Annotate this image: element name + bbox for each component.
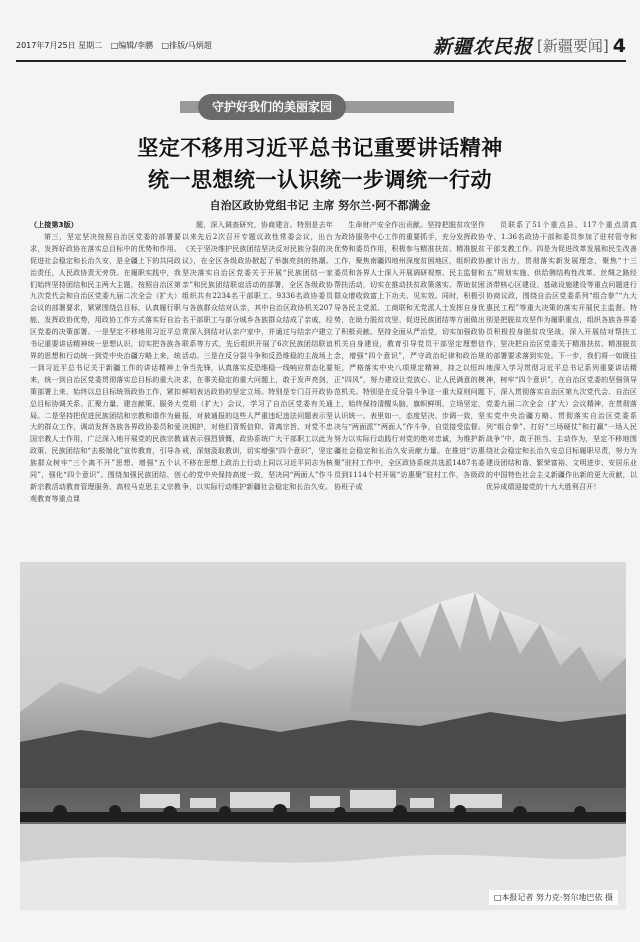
article-title-line2: 统一思想统一认识统一步调统一行动 bbox=[148, 167, 492, 192]
column-1-text: 第三，坚定坚决按照自治区党委的部署要求，发挥好政协在落实总目标中的优势和作用。促进社会稳定和长治久安，是全疆上下的共同政治责任，人民政协责无旁贷。在履职实践中，我们始终坚持团结和民主两大主题，按照自治区第九次党代会和自治区党委九届二次全会（扩大）会议的部署要求，紧紧围绕总目标，认真履行职能，发挥政协优势，用政协工作方式落实好自治区党委的决策部署。一是坚定不移地用习近平总书记重要讲话精神统一思想认识，切实把各族各界的思想和行动统一到党中央治疆方略上来，统一到习近平总书记关于新疆工作的讲话精神上来，统一到自治区党委贯彻落实总目标的重大决策部署上来，始终以总目标统领政协工作，紧扣总目标协调关系、汇聚力量、建言献策、服务大局。二是坚持把促进民族团结和宗教和谐作为最大的群众工作，调动发挥各族各界政协委员和爱国宗教人士作用，广泛深入地开展党的民族宗教政策、民族团结和“去极端化”宣传教育，引导各族群众树牢“三个离不开”思想、增强“五个认同”，强化“四个意识”。围绕加强民族团结、创新宗教活动教育管理服务、高校马克思主义宗教观教育等重点课 bbox=[30, 232, 181, 503]
column-banner-label: 守护好我们的美丽家园 bbox=[198, 94, 346, 120]
continuation-note: （上接第3版） bbox=[30, 221, 78, 229]
landscape-photo bbox=[20, 562, 626, 910]
header-rule bbox=[16, 60, 626, 62]
editor-credit: □编辑/李鹏 bbox=[110, 41, 153, 50]
section-name: [新疆要闻] bbox=[537, 37, 609, 55]
column-banner bbox=[180, 94, 454, 120]
article-column-1 bbox=[30, 220, 181, 556]
header-meta bbox=[16, 40, 218, 51]
photo-credit: □本报记者 努力克·努尔地巴依 摄 bbox=[489, 890, 618, 905]
column-4-text: 员联系了51个重点县、117个重点清真寺、1.36名政协干部和委员参加了驻村管寺和干部支教工作。四是为促进改革发展和民生改善献计出力，贯彻落实新发展理念，聚焦“十三五”规划实施、供给侧结构性改革、丝绸之路经济带核心区建设、基础设施建设等重点问题进行协商议政，围绕自治区党委系列“组合拳”“九大惠民工程”等重大决策的落实开展民主监督。特别是把脱贫攻坚作为履职重点，组织各族各界委员积极投身脱贫攻坚战，深入开展结对帮扶工作，坚决把自治区党委关于精准扶贫、精准脱贫的部署要求落到实处。下一步，我们将一如既往地深入学习贯彻习近平总书记系列重要讲话精神，树牢“四个意识”，在自治区党委的坚强领导下，深入贯彻落实自治区第九次党代会、自治区党委九届二次全会（扩大）会议精神，在贯彻落实党中央治疆方略、贯彻落实自治区党委系列“组合拳”、打好“三场硬仗”和打赢“一场人民战争”中，敢于担当、主动作为，坚定不移地围绕社会稳定和长治久安总目标履职尽责，努力为建设团结和谐、繁荣富裕、文明进步、安居乐业的中国特色社会主义新疆作出新的更大贡献，以优异成绩迎接党的十九大胜利召开！ bbox=[486, 221, 637, 491]
layout-credit: □排版/马炳超 bbox=[161, 41, 212, 50]
article-title-line1: 坚定不移用习近平总书记重要讲话精神 bbox=[137, 135, 503, 160]
column-2-text: 题，深入调查研究，协商建言。特别是去年以来先后2次召开专题议政性常委会议，出台《关于坚决维护民族团结坚决反对民族分裂的决议》，在全区各级政协掀起了举旗亮剑的热潮。坚决落实自治区党委关于开展“民族团结一家亲”和民族团结联谊活动的部署，全区各级政协组织共有2234名干部职工、9336名政协委员与各族群众结对认亲，其中自治区政协机关207名干部职工与部分城乡各族群众结成了亲戚，经常深入到结对认亲户家中，并通过与结亲户建立联系等方式，先后组织开展了6次民族团结联谊活动。三是在反分裂斗争和反恐维稳的主战场上争当先锋，认真落实反恐维稳一线响应常态化要求，在事关稳定的重大问题上，敢于发声亮剑，鲜明表达政协的坚定立场。特别是专门召开政协党组（扩大）会议，学习了自治区党委有关通报，对被通报的这些人严重违纪违法问题表示坚决拥护，对他们背叛信仰、背离宗旨、对党不忠诚表示强烈愤慨，政协系统广大干部职工以此为戒，深刻汲取教训，切实增强“四个意识”，坚定不移在思想上政治上行动上同以习近平同志为核心的党中央保持高度一致，坚决同“两面人”作斗争，以实际行动维护新疆社会稳定和长治久安。 bbox=[182, 221, 333, 491]
masthead bbox=[433, 32, 626, 59]
column-3-text: 生命财产安全作出贡献。坚持把脱贫攻坚作为政协服务中心工作的重要抓手，充分发挥政协优势和委员作用，积极参与精准扶贫、精准脱贫工作，聚焦南疆四地州深度贫困地区，组织政协委员和各界人士深入开展调研视察、民主监督和帮扶活动，切实在推动扶贫政策落实、帮助贫困群众增收致富上下功夫、见实效。同时，积极引导各民主党派、工商联和无党派人士发挥自身优势，在助力脱贫攻坚、促进民族团结等方面做出了积极贡献。坚持全面从严治党，切实加强政协机关自身建设，教育引导党员干部坚定理想信念，增强“四个意识”，严守政治纪律和政治规矩，严格落实中央八项规定精神，持之以恒纠正“四风”，努力建设让党放心、让人民满意的模范机关。特别是在反分裂斗争这一重大原则问题上，始终保持清醒头脑，旗帜鲜明、立场坚定，认识统一、表里如一，态度坚决、步调一致，坚决与“两面派”“两面人”作斗争，自觉接受监督。努力以实际行动践行对党的绝对忠诚，为维护新疆社会稳定和长治久安贡献力量。在推进“访惠聚”驻村工作中，全区政协系统共选派1487名委员到1114个村开展“访惠聚”驻村工作，各级政协班子成 bbox=[334, 221, 485, 491]
paper-name: 新疆农民报 bbox=[433, 36, 534, 58]
article-column-2 bbox=[182, 220, 333, 556]
page-header bbox=[16, 36, 626, 56]
page-number: 4 bbox=[612, 34, 626, 57]
issue-date: 2017年7月25日 星期二 bbox=[16, 41, 103, 50]
article-column-3 bbox=[334, 220, 485, 556]
landscape-illustration bbox=[20, 562, 626, 910]
article-byline: 自治区政协党组书记 主席 努尔兰·阿不都满金 bbox=[209, 199, 431, 212]
article-column-4 bbox=[486, 220, 637, 494]
